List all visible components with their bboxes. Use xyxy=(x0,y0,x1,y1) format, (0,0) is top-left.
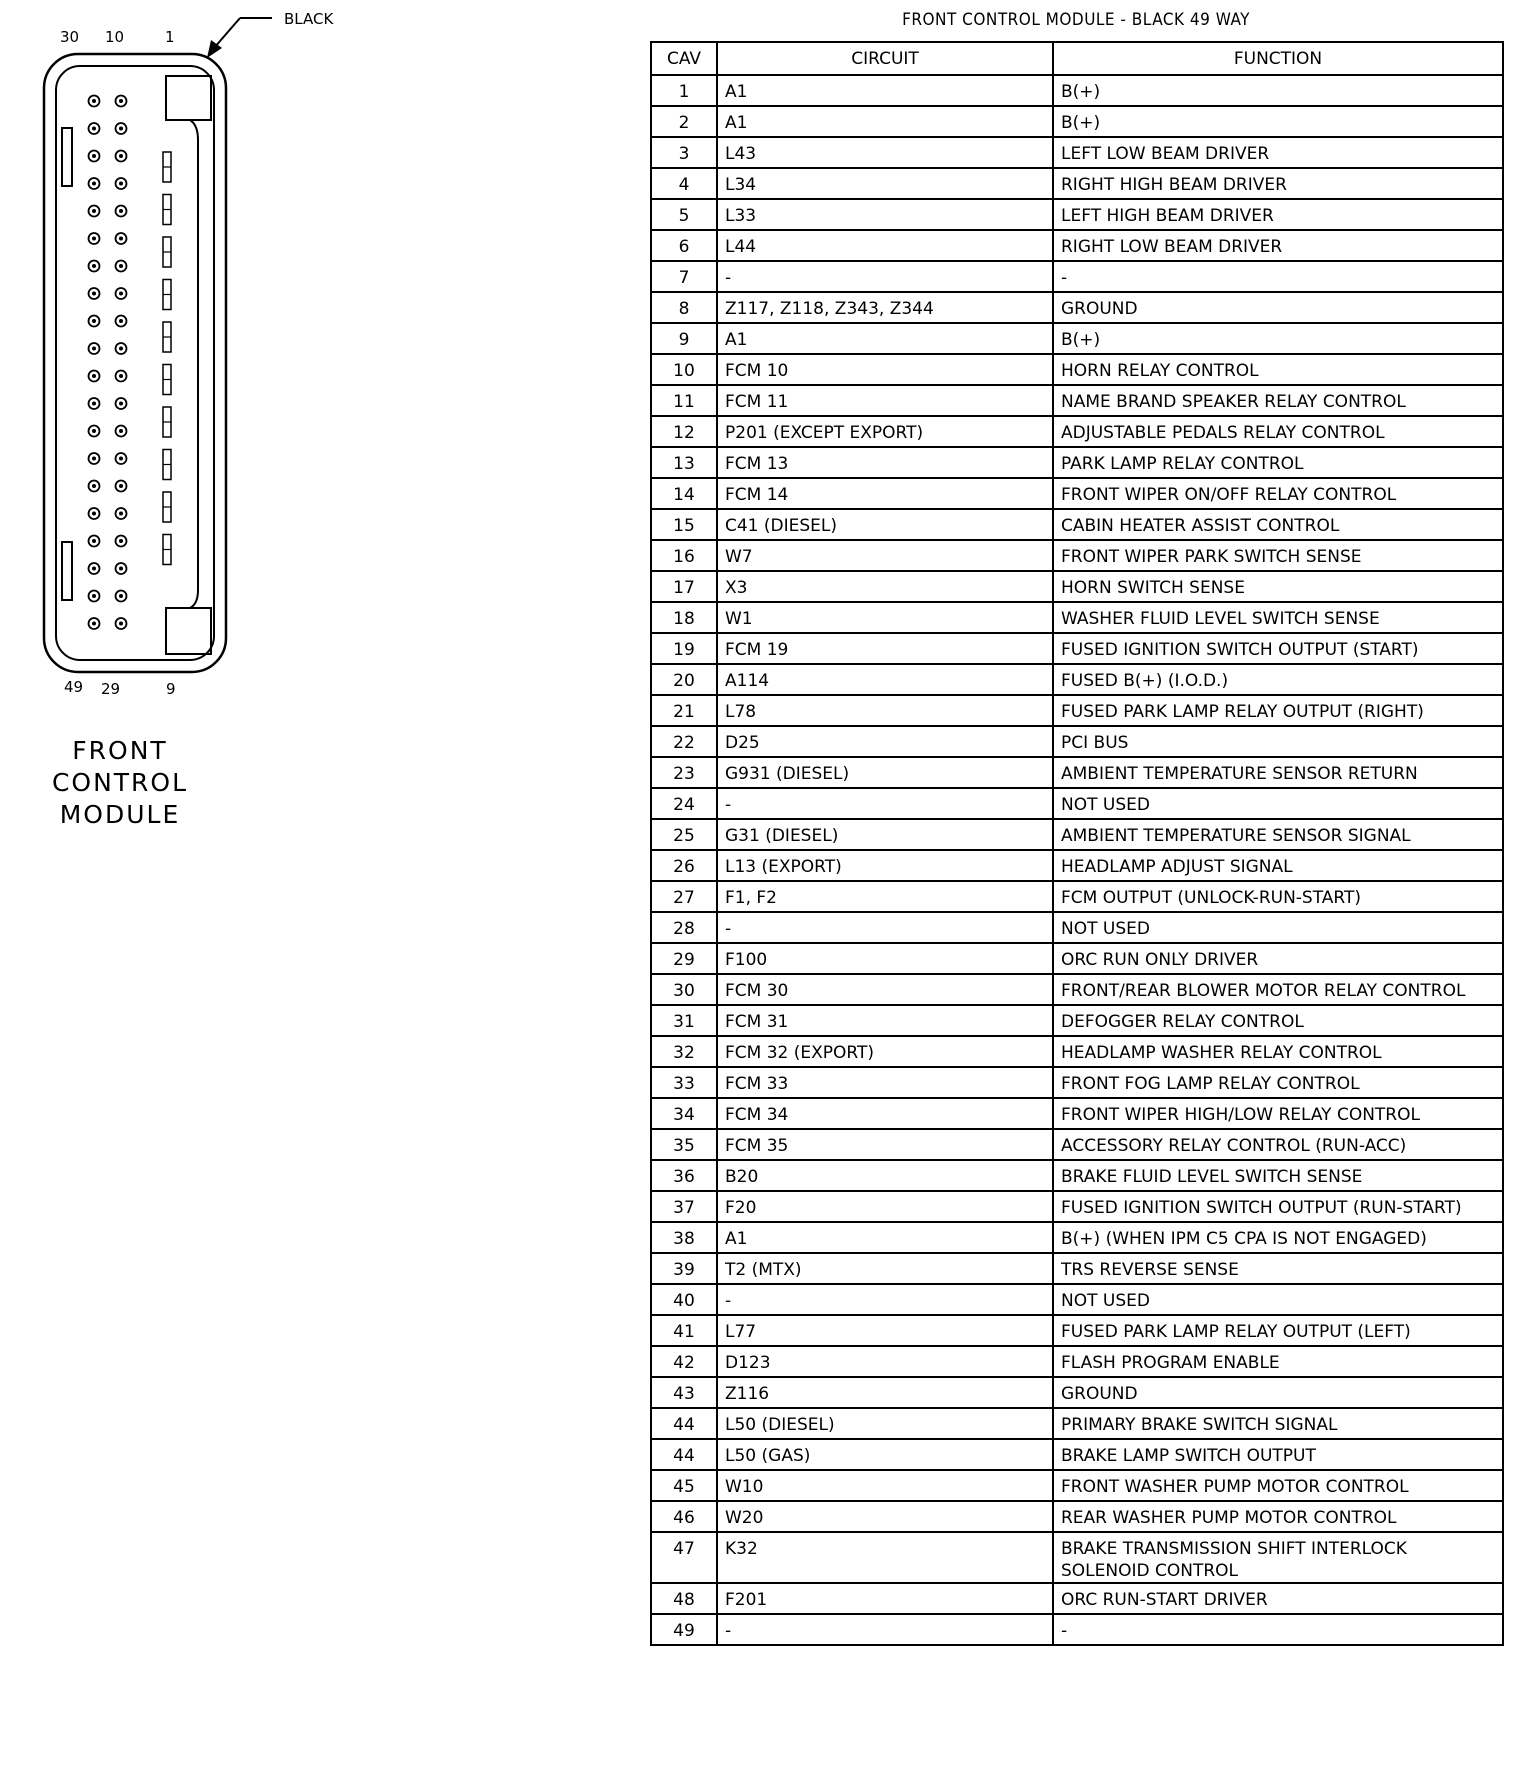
cell-function: - xyxy=(1053,261,1503,292)
cell-circuit: C41 (DIESEL) xyxy=(717,509,1053,540)
pin-center xyxy=(92,319,96,323)
pin-center xyxy=(92,512,96,516)
cell-circuit: FCM 35 xyxy=(717,1129,1053,1160)
table-row xyxy=(651,1614,1503,1645)
pin-center xyxy=(92,347,96,351)
cell-cav: 3 xyxy=(651,137,717,168)
cell-function: FUSED PARK LAMP RELAY OUTPUT (RIGHT) xyxy=(1053,695,1503,726)
cell-function: LEFT HIGH BEAM DRIVER xyxy=(1053,199,1503,230)
pin-center xyxy=(119,237,123,241)
cell-circuit: L33 xyxy=(717,199,1053,230)
table-row xyxy=(651,571,1503,602)
cell-cav: 4 xyxy=(651,168,717,199)
cell-cav: 45 xyxy=(651,1470,717,1501)
pin-label-top-1: 1 xyxy=(165,28,175,46)
table-row xyxy=(651,323,1503,354)
cell-cav: 49 xyxy=(651,1614,717,1645)
pin-center xyxy=(119,539,123,543)
cell-circuit: - xyxy=(717,1614,1053,1645)
cell-cav: 40 xyxy=(651,1284,717,1315)
cell-function: NAME BRAND SPEAKER RELAY CONTROL xyxy=(1053,385,1503,416)
cell-cav: 19 xyxy=(651,633,717,664)
cell-cav: 35 xyxy=(651,1129,717,1160)
table-row xyxy=(651,540,1503,571)
cell-circuit: Z116 xyxy=(717,1377,1053,1408)
cell-circuit: FCM 11 xyxy=(717,385,1053,416)
cell-function: AMBIENT TEMPERATURE SENSOR RETURN xyxy=(1053,757,1503,788)
cell-cav: 2 xyxy=(651,106,717,137)
cell-circuit: L78 xyxy=(717,695,1053,726)
cell-circuit: L13 (EXPORT) xyxy=(717,850,1053,881)
pin-center xyxy=(92,594,96,598)
cell-circuit: FCM 14 xyxy=(717,478,1053,509)
cell-circuit: W10 xyxy=(717,1470,1053,1501)
table-row xyxy=(651,633,1503,664)
cell-cav: 23 xyxy=(651,757,717,788)
pinout-table xyxy=(650,41,1504,1646)
table-row xyxy=(651,1408,1503,1439)
cell-cav: 17 xyxy=(651,571,717,602)
cell-cav: 48 xyxy=(651,1583,717,1614)
cell-circuit: L77 xyxy=(717,1315,1053,1346)
cell-circuit: K32 xyxy=(717,1532,1053,1583)
pin-label-bottom-29: 29 xyxy=(101,680,121,698)
cell-circuit: A1 xyxy=(717,75,1053,106)
cell-circuit: - xyxy=(717,912,1053,943)
cell-function: PARK LAMP RELAY CONTROL xyxy=(1053,447,1503,478)
pin-center xyxy=(92,622,96,626)
cell-cav: 38 xyxy=(651,1222,717,1253)
table-row xyxy=(651,850,1503,881)
pin-center xyxy=(92,292,96,296)
pin-center xyxy=(119,429,123,433)
cell-cav: 34 xyxy=(651,1098,717,1129)
cell-cav: 14 xyxy=(651,478,717,509)
cell-function: NOT USED xyxy=(1053,788,1503,819)
cell-function: FRONT WASHER PUMP MOTOR CONTROL xyxy=(1053,1470,1503,1501)
cell-cav: 15 xyxy=(651,509,717,540)
module-label-line-1: FRONT xyxy=(72,736,168,765)
cell-cav: 26 xyxy=(651,850,717,881)
cell-function: PRIMARY BRAKE SWITCH SIGNAL xyxy=(1053,1408,1503,1439)
cell-cav: 33 xyxy=(651,1067,717,1098)
cell-function: REAR WASHER PUMP MOTOR CONTROL xyxy=(1053,1501,1503,1532)
cell-function: PCI BUS xyxy=(1053,726,1503,757)
cell-function: FUSED B(+) (I.O.D.) xyxy=(1053,664,1503,695)
table-row xyxy=(651,819,1503,850)
cell-circuit: FCM 19 xyxy=(717,633,1053,664)
cell-circuit: FCM 30 xyxy=(717,974,1053,1005)
table-row xyxy=(651,1005,1503,1036)
pin-center xyxy=(92,429,96,433)
table-row xyxy=(651,447,1503,478)
table-row xyxy=(651,230,1503,261)
table-row xyxy=(651,292,1503,323)
pin-center xyxy=(92,402,96,406)
color-callout-label: BLACK xyxy=(284,10,334,28)
cell-cav: 6 xyxy=(651,230,717,261)
cell-circuit: D25 xyxy=(717,726,1053,757)
table-row xyxy=(651,1098,1503,1129)
table-row xyxy=(651,757,1503,788)
cell-function: ORC RUN ONLY DRIVER xyxy=(1053,943,1503,974)
cell-function: RIGHT HIGH BEAM DRIVER xyxy=(1053,168,1503,199)
cell-function: FLASH PROGRAM ENABLE xyxy=(1053,1346,1503,1377)
pin-label-top-30: 30 xyxy=(60,28,80,46)
table-row xyxy=(651,1470,1503,1501)
cell-circuit: A1 xyxy=(717,106,1053,137)
cell-cav: 44 xyxy=(651,1439,717,1470)
pin-center xyxy=(119,457,123,461)
table-row xyxy=(651,664,1503,695)
table-row xyxy=(651,1067,1503,1098)
cell-cav: 36 xyxy=(651,1160,717,1191)
cell-circuit: T2 (MTX) xyxy=(717,1253,1053,1284)
cell-circuit: FCM 31 xyxy=(717,1005,1053,1036)
cell-function: HORN SWITCH SENSE xyxy=(1053,571,1503,602)
table-row xyxy=(651,1160,1503,1191)
table-row xyxy=(651,478,1503,509)
cell-cav: 37 xyxy=(651,1191,717,1222)
pin-center xyxy=(119,182,123,186)
cell-circuit: FCM 10 xyxy=(717,354,1053,385)
cell-circuit: F100 xyxy=(717,943,1053,974)
table-row xyxy=(651,1315,1503,1346)
pin-center xyxy=(92,539,96,543)
table-row xyxy=(651,943,1503,974)
cell-function: RIGHT LOW BEAM DRIVER xyxy=(1053,230,1503,261)
cell-cav: 44 xyxy=(651,1408,717,1439)
table-row xyxy=(651,509,1503,540)
cell-cav: 21 xyxy=(651,695,717,726)
cell-cav: 8 xyxy=(651,292,717,323)
cell-circuit: B20 xyxy=(717,1160,1053,1191)
pin-center xyxy=(92,99,96,103)
table-row xyxy=(651,1036,1503,1067)
cell-cav: 29 xyxy=(651,943,717,974)
pin-center xyxy=(92,457,96,461)
cell-function: WASHER FLUID LEVEL SWITCH SENSE xyxy=(1053,602,1503,633)
table-row xyxy=(651,1284,1503,1315)
cell-function: HORN RELAY CONTROL xyxy=(1053,354,1503,385)
cell-cav: 7 xyxy=(651,261,717,292)
cell-cav: 10 xyxy=(651,354,717,385)
cell-cav: 47 xyxy=(651,1532,717,1583)
cell-cav: 13 xyxy=(651,447,717,478)
cell-cav: 30 xyxy=(651,974,717,1005)
cell-cav: 27 xyxy=(651,881,717,912)
header-function: FUNCTION xyxy=(1053,42,1503,75)
cell-circuit: FCM 33 xyxy=(717,1067,1053,1098)
cell-circuit: - xyxy=(717,788,1053,819)
cell-function: HEADLAMP ADJUST SIGNAL xyxy=(1053,850,1503,881)
pin-label-bottom-9: 9 xyxy=(166,680,176,698)
connector-terminal-slots xyxy=(163,152,171,565)
table-row xyxy=(651,1222,1503,1253)
cell-circuit: A1 xyxy=(717,323,1053,354)
cell-cav: 25 xyxy=(651,819,717,850)
cell-cav: 32 xyxy=(651,1036,717,1067)
cell-function: HEADLAMP WASHER RELAY CONTROL xyxy=(1053,1036,1503,1067)
table-row xyxy=(651,881,1503,912)
cell-circuit: W7 xyxy=(717,540,1053,571)
cell-circuit: W20 xyxy=(717,1501,1053,1532)
header-cav: CAV xyxy=(651,42,717,75)
table-row xyxy=(651,261,1503,292)
pin-center xyxy=(119,347,123,351)
table-row xyxy=(651,1253,1503,1284)
cell-circuit: L44 xyxy=(717,230,1053,261)
cell-circuit: G931 (DIESEL) xyxy=(717,757,1053,788)
cell-circuit: F201 xyxy=(717,1583,1053,1614)
cell-circuit: FCM 13 xyxy=(717,447,1053,478)
cell-function: NOT USED xyxy=(1053,912,1503,943)
cell-circuit: F20 xyxy=(717,1191,1053,1222)
table-row xyxy=(651,1439,1503,1470)
cell-function: B(+) xyxy=(1053,75,1503,106)
pin-center xyxy=(119,622,123,626)
cell-circuit: FCM 32 (EXPORT) xyxy=(717,1036,1053,1067)
module-label-line-2: CONTROL xyxy=(51,768,189,797)
pin-center xyxy=(92,209,96,213)
cell-circuit: A1 xyxy=(717,1222,1053,1253)
connector-diagram xyxy=(0,0,334,720)
connector-pins xyxy=(89,96,127,630)
cell-cav: 16 xyxy=(651,540,717,571)
cell-function: ADJUSTABLE PEDALS RELAY CONTROL xyxy=(1053,416,1503,447)
table-row xyxy=(651,199,1503,230)
pin-center xyxy=(119,484,123,488)
table-row xyxy=(651,106,1503,137)
cell-circuit: L34 xyxy=(717,168,1053,199)
cell-circuit: Z117, Z118, Z343, Z344 xyxy=(717,292,1053,323)
cell-function: CABIN HEATER ASSIST CONTROL xyxy=(1053,509,1503,540)
cell-circuit: W1 xyxy=(717,602,1053,633)
cell-circuit: - xyxy=(717,261,1053,292)
table-row xyxy=(651,602,1503,633)
table-row xyxy=(651,1346,1503,1377)
cell-circuit: L50 (DIESEL) xyxy=(717,1408,1053,1439)
cell-function: NOT USED xyxy=(1053,1284,1503,1315)
cell-circuit: X3 xyxy=(717,571,1053,602)
cell-cav: 28 xyxy=(651,912,717,943)
cell-cav: 9 xyxy=(651,323,717,354)
table-title: FRONT CONTROL MODULE - BLACK 49 WAY xyxy=(902,10,1250,30)
cell-cav: 20 xyxy=(651,664,717,695)
cell-circuit: L50 (GAS) xyxy=(717,1439,1053,1470)
table-row xyxy=(651,1532,1503,1583)
pin-center xyxy=(119,594,123,598)
cell-function: FCM OUTPUT (UNLOCK-RUN-START) xyxy=(1053,881,1503,912)
cell-circuit: G31 (DIESEL) xyxy=(717,819,1053,850)
table-row xyxy=(651,385,1503,416)
pin-label-top-10: 10 xyxy=(105,28,125,46)
module-label-line-3: MODULE xyxy=(59,800,181,829)
cell-cav: 42 xyxy=(651,1346,717,1377)
cell-cav: 18 xyxy=(651,602,717,633)
table-row xyxy=(651,137,1503,168)
cell-cav: 12 xyxy=(651,416,717,447)
table-row xyxy=(651,1377,1503,1408)
cell-function: - xyxy=(1053,1614,1503,1645)
cell-function: B(+) xyxy=(1053,323,1503,354)
table-row xyxy=(651,1191,1503,1222)
callout-arrow-icon xyxy=(207,18,272,58)
table-header-row xyxy=(651,42,1503,75)
pin-center xyxy=(92,264,96,268)
cell-circuit: D123 xyxy=(717,1346,1053,1377)
pin-center xyxy=(119,567,123,571)
cell-function: TRS REVERSE SENSE xyxy=(1053,1253,1503,1284)
table-row xyxy=(651,912,1503,943)
table-row xyxy=(651,1501,1503,1532)
cell-function: DEFOGGER RELAY CONTROL xyxy=(1053,1005,1503,1036)
cell-cav: 43 xyxy=(651,1377,717,1408)
cell-function: FRONT FOG LAMP RELAY CONTROL xyxy=(1053,1067,1503,1098)
cell-cav: 39 xyxy=(651,1253,717,1284)
pin-center xyxy=(119,319,123,323)
pinout-table-body xyxy=(651,75,1503,1645)
cell-circuit: - xyxy=(717,1284,1053,1315)
cell-function: GROUND xyxy=(1053,292,1503,323)
cell-function: AMBIENT TEMPERATURE SENSOR SIGNAL xyxy=(1053,819,1503,850)
cell-function: FUSED IGNITION SWITCH OUTPUT (RUN-START) xyxy=(1053,1191,1503,1222)
cell-function: B(+) (WHEN IPM C5 CPA IS NOT ENGAGED) xyxy=(1053,1222,1503,1253)
cell-function: ACCESSORY RELAY CONTROL (RUN-ACC) xyxy=(1053,1129,1503,1160)
header-circuit: CIRCUIT xyxy=(717,42,1053,75)
pin-center xyxy=(92,154,96,158)
cell-function: FRONT WIPER HIGH/LOW RELAY CONTROL xyxy=(1053,1098,1503,1129)
cell-function: LEFT LOW BEAM DRIVER xyxy=(1053,137,1503,168)
table-row xyxy=(651,695,1503,726)
cell-cav: 11 xyxy=(651,385,717,416)
cell-circuit: L43 xyxy=(717,137,1053,168)
cell-cav: 1 xyxy=(651,75,717,106)
pin-center xyxy=(119,99,123,103)
cell-circuit: F1, F2 xyxy=(717,881,1053,912)
cell-cav: 22 xyxy=(651,726,717,757)
cell-function: FRONT WIPER PARK SWITCH SENSE xyxy=(1053,540,1503,571)
pin-center xyxy=(119,402,123,406)
cell-function: FRONT/REAR BLOWER MOTOR RELAY CONTROL xyxy=(1053,974,1503,1005)
table-row xyxy=(651,416,1503,447)
pin-center xyxy=(92,567,96,571)
pin-center xyxy=(119,512,123,516)
cell-function: BRAKE LAMP SWITCH OUTPUT xyxy=(1053,1439,1503,1470)
pin-center xyxy=(119,264,123,268)
pin-center xyxy=(92,374,96,378)
table-row xyxy=(651,354,1503,385)
pin-center xyxy=(119,154,123,158)
pin-center xyxy=(92,182,96,186)
cell-circuit: FCM 34 xyxy=(717,1098,1053,1129)
cell-cav: 31 xyxy=(651,1005,717,1036)
pin-center xyxy=(119,292,123,296)
cell-cav: 5 xyxy=(651,199,717,230)
pin-center xyxy=(119,374,123,378)
table-row xyxy=(651,75,1503,106)
cell-function: ORC RUN-START DRIVER xyxy=(1053,1583,1503,1614)
pin-center xyxy=(92,484,96,488)
table-row xyxy=(651,974,1503,1005)
pin-label-bottom-49: 49 xyxy=(64,678,84,696)
table-row xyxy=(651,1583,1503,1614)
table-row xyxy=(651,788,1503,819)
cell-cav: 46 xyxy=(651,1501,717,1532)
pin-center xyxy=(119,209,123,213)
cell-function: FUSED IGNITION SWITCH OUTPUT (START) xyxy=(1053,633,1503,664)
pin-center xyxy=(92,237,96,241)
cell-function: BRAKE FLUID LEVEL SWITCH SENSE xyxy=(1053,1160,1503,1191)
cell-cav: 41 xyxy=(651,1315,717,1346)
table-row xyxy=(651,726,1503,757)
cell-function: FUSED PARK LAMP RELAY OUTPUT (LEFT) xyxy=(1053,1315,1503,1346)
pin-center xyxy=(92,127,96,131)
table-row xyxy=(651,168,1503,199)
cell-function: FRONT WIPER ON/OFF RELAY CONTROL xyxy=(1053,478,1503,509)
cell-circuit: P201 (EXCEPT EXPORT) xyxy=(717,416,1053,447)
cell-function: GROUND xyxy=(1053,1377,1503,1408)
cell-function: BRAKE TRANSMISSION SHIFT INTERLOCK SOLENOID CONTROL xyxy=(1053,1532,1503,1583)
cell-cav: 24 xyxy=(651,788,717,819)
connector-housing xyxy=(44,54,226,672)
pin-center xyxy=(119,127,123,131)
cell-function: B(+) xyxy=(1053,106,1503,137)
table-row xyxy=(651,1129,1503,1160)
cell-circuit: A114 xyxy=(717,664,1053,695)
